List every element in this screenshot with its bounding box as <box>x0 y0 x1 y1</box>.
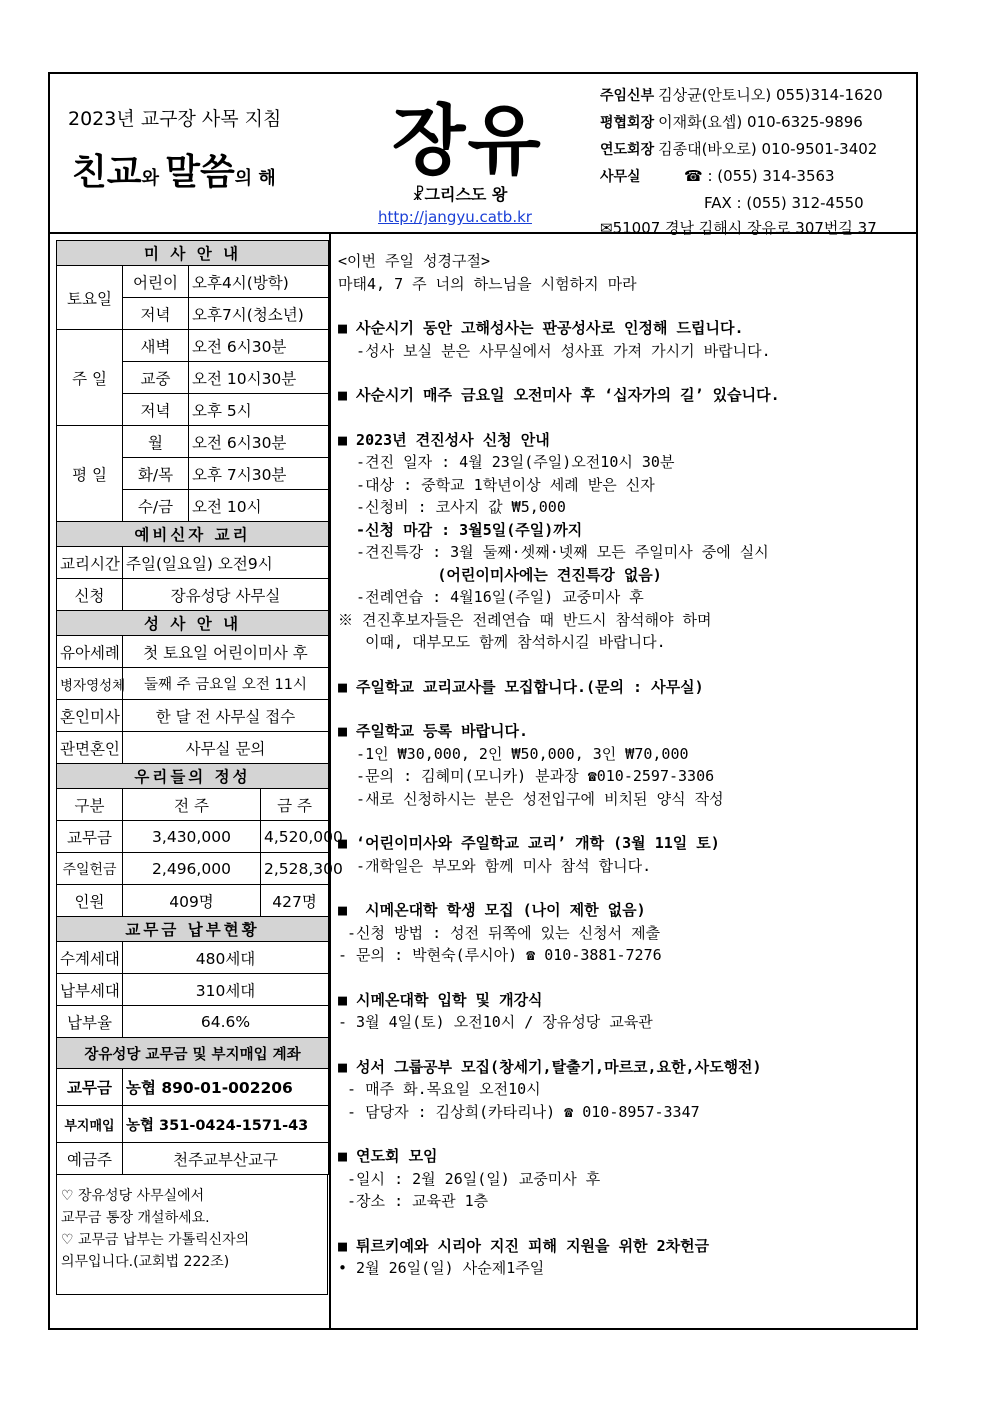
mass-slot: 교중 <box>123 362 189 394</box>
announcement-line: • 2월 26일(일) 사순제1주일 <box>338 1259 545 1277</box>
accounts-heading: 장유성당 교무금 및 부지매입 계좌 <box>57 1038 329 1069</box>
contact-role: 평협회장 <box>600 115 655 131</box>
dues-label: 납부율 <box>57 1006 123 1038</box>
motto-slogan <box>72 144 276 195</box>
announcement-heading: ■ ‘어린이미사와 주일학교 교리’ 개학 (3월 11일 토) <box>338 834 720 852</box>
contact-row <box>600 163 916 190</box>
dues-value: 310세대 <box>123 974 329 1006</box>
motto-line: 2023년 교구장 사목 지침 <box>68 108 282 130</box>
offering-label: 주일헌금 <box>57 853 123 885</box>
info-sidebar <box>56 240 343 1295</box>
account-label: 부지매입 <box>57 1106 123 1143</box>
announcement-line: -1인 ₩30,000, 2인 ₩50,000, 3인 ₩70,000 <box>338 744 689 763</box>
announcement-line: 마태4, 7 주 너의 하느님을 시험하지 마라 <box>338 274 637 293</box>
account-label: 교무금 <box>57 1069 123 1106</box>
mass-time: 오후 5시 <box>189 394 329 426</box>
contact-row <box>600 109 916 136</box>
note-line: 의무입니다.(교회법 222조) <box>61 1254 230 1270</box>
spacer <box>338 1034 914 1056</box>
announcement-line: -개학일은 부모와 함께 미사 참석 합니다. <box>338 856 652 875</box>
bulletin-subtitle: ☧그리스도 왕 <box>412 185 508 204</box>
sacrament-info: 첫 토요일 어린이미사 후 <box>123 636 329 668</box>
announcements <box>338 250 914 1280</box>
announcement-heading: ■ 2023년 견진성사 신청 안내 <box>338 430 550 449</box>
catechumen-apply-value: 장유성당 사무실 <box>123 579 329 611</box>
announcement-line: 이때, 대부모도 함께 참석하시길 바랍니다. <box>338 633 666 651</box>
offering-this-week: 2,528,300 <box>261 853 329 885</box>
announcement-heading: ■ 사순시기 동안 고해성사는 판공성사로 인정해 드립니다. <box>338 319 744 337</box>
dues-value: 480세대 <box>123 942 329 974</box>
contact-text: 김종대(바오로) 010-9501-3402 <box>658 140 878 158</box>
offering-prev-week: 409명 <box>123 885 261 917</box>
dues-heading: 교무금 납부현황 <box>57 917 329 942</box>
mass-time: 오후 7시30분 <box>189 458 329 490</box>
contact-role: 주임신부 <box>600 88 655 104</box>
offering-label: 교무금 <box>57 821 123 853</box>
offering-prev-week: 3,430,000 <box>123 821 261 853</box>
contact-text: 이재화(요셉) 010-6325-9896 <box>658 113 863 131</box>
info-table <box>56 240 343 1175</box>
announcement-heading: ■ 주일학교 등록 바랍니다. <box>338 722 529 740</box>
contact-text: ☎ : (055) 314-3563 <box>684 167 835 185</box>
mass-slot: 수/금 <box>123 490 189 522</box>
announcement-heading: ■ 시메온대학 학생 모집 (나이 제한 없음) <box>338 901 646 919</box>
sacrament-info: 한 달 전 사무실 접수 <box>123 700 329 732</box>
sacrament-info: 둘째 주 금요일 오전 11시 <box>123 668 329 700</box>
offering-prev-week: 2,496,000 <box>123 853 261 885</box>
mass-slot: 저녁 <box>123 394 189 426</box>
announcement-line: - 담당자 : 김상희(카타리나) ☎ 010-8957-3347 <box>338 1102 700 1121</box>
sacrament-name: 병자영성체 <box>57 668 123 700</box>
parish-website-link[interactable]: http://jangyu.catb.kr <box>378 208 532 226</box>
bulletin-frame <box>48 72 918 1330</box>
announcement-line: -대상 : 중학교 1학년이상 세례 받은 신자 <box>338 475 655 494</box>
sacrament-name: 유아세례 <box>57 636 123 668</box>
announcement-heading: -신청 마감 : 3월5일(주일)까지 <box>338 520 583 539</box>
bulletin-title: 장유 <box>392 96 543 185</box>
announcement-heading: ■ 연도회 모임 <box>338 1147 438 1165</box>
dues-label: 수계세대 <box>57 942 123 974</box>
dues-value: 64.6% <box>123 1006 329 1038</box>
dues-note <box>56 1175 328 1295</box>
sacrament-info: 사무실 문의 <box>123 732 329 764</box>
account-holder: 천주교부산교구 <box>123 1143 329 1175</box>
catechumen-time-label: 교리시간 <box>57 547 123 579</box>
parish-address: ✉51007 경남 김해시 장유로 307번길 37 <box>600 219 877 237</box>
announcement-line: -전례연습 : 4월16일(주일) 교중미사 후 <box>338 588 644 606</box>
announcement-heading: ■ 주일학교 교리교사를 모집합니다.(문의 : 사무실) <box>338 677 704 696</box>
offering-label: 인원 <box>57 885 123 917</box>
sacrament-name: 혼인미사 <box>57 700 123 732</box>
offering-this-week: 4,520,000 <box>261 821 329 853</box>
contact-text: 김상균(안토니오) 055)314-1620 <box>658 86 883 104</box>
contact-row <box>600 82 916 109</box>
mass-slot: 월 <box>123 426 189 458</box>
announcement-line: - 매주 화.목요일 오전10시 <box>338 1080 541 1098</box>
mass-group-label: 주 일 <box>57 330 123 426</box>
announcement-line: -새로 신청하시는 분은 성전입구에 비치된 양식 작성 <box>338 789 724 808</box>
catechumen-heading: 예비신자 교리 <box>57 522 329 547</box>
spacer <box>338 654 914 676</box>
contact-role: 사무실 <box>600 169 641 185</box>
note-line: 교무금 통장 개설하세요. <box>61 1210 210 1226</box>
offering-col-header: 전 주 <box>123 789 261 821</box>
motto-particle-2: 의 해 <box>234 168 276 189</box>
spacer <box>338 362 914 384</box>
contact-list <box>600 82 916 238</box>
announcement-line: -일시 : 2월 26일(일) 교중미사 후 <box>338 1169 601 1188</box>
mass-slot: 새벽 <box>123 330 189 362</box>
account-label: 예금주 <box>57 1143 123 1175</box>
announcement-line: -장소 : 교육관 1층 <box>338 1192 489 1210</box>
announcement-line: -견진 일자 : 4월 23일(주일)오전10시 30분 <box>338 453 675 471</box>
announcement-line: -견진특강 : 3월 둘째·셋째·넷째 모든 주일미사 중에 실시 <box>338 543 769 561</box>
note-line: ♡ 장유성당 사무실에서 <box>61 1188 205 1204</box>
mass-slot: 어린이 <box>123 266 189 298</box>
announcement-line: <이번 주일 성경구절> <box>338 252 491 270</box>
spacer <box>338 967 914 989</box>
mass-time: 오전 6시30분 <box>189 426 329 458</box>
announcement-heading: ■ 시메온대학 입학 및 개강식 <box>338 990 543 1009</box>
mass-group-label: 평 일 <box>57 426 123 522</box>
motto-word-2: 말씀 <box>165 151 235 193</box>
spacer <box>338 698 914 720</box>
mass-time: 오전 6시30분 <box>189 330 329 362</box>
announcement-heading: (어린이미사에는 견진특강 없음) <box>338 565 662 584</box>
offering-col-header: 구분 <box>57 789 123 821</box>
mass-heading: 미 사 안 내 <box>57 241 329 266</box>
mass-time: 오후7시(청소년) <box>189 298 329 330</box>
bulletin-header <box>50 74 916 237</box>
mass-slot: 화/목 <box>123 458 189 490</box>
mass-group-label: 토요일 <box>57 266 123 330</box>
column-divider <box>329 234 331 1330</box>
offering-col-header: 금 주 <box>261 789 329 821</box>
offering-this-week: 427명 <box>261 885 329 917</box>
motto-particle-1: 와 <box>141 168 166 189</box>
contact-role: 연도회장 <box>600 142 655 158</box>
sacrament-name: 관면혼인 <box>57 732 123 764</box>
mass-time: 오전 10시 <box>189 490 329 522</box>
account-number: 농협 351-0424-1571-43 <box>123 1106 329 1143</box>
announcement-line: -문의 : 김혜미(모니카) 분과장 ☎010-2597-3306 <box>338 767 715 785</box>
spacer <box>338 877 914 899</box>
announcement-heading: ■ 튀르키예와 시리아 지진 피해 지원을 위한 2차헌금 <box>338 1236 710 1255</box>
motto-word-1: 친교 <box>72 151 142 193</box>
dues-label: 납부세대 <box>57 974 123 1006</box>
spacer <box>338 810 914 832</box>
spacer <box>338 407 914 429</box>
note-line: ♡ 교무금 납부는 가톨릭신자의 <box>61 1232 250 1248</box>
announcement-line: -신청 방법 : 성전 뒤쪽에 있는 신청서 제출 <box>338 923 661 942</box>
spacer <box>338 295 914 317</box>
mass-time: 오전 10시30분 <box>189 362 329 394</box>
mass-time: 오후4시(방학) <box>189 266 329 298</box>
offering-heading: 우리들의 정성 <box>57 764 329 789</box>
catechumen-time-value: 주일(일요일) 오전9시 <box>123 547 329 579</box>
announcement-line: - 3월 4일(토) 오전10시 / 장유성당 교육관 <box>338 1013 653 1031</box>
contact-row <box>600 190 916 217</box>
announcement-line: -신청비 : 코사지 값 ₩5,000 <box>338 498 566 516</box>
announcement-heading: ■ 성서 그룹공부 모집(창세기,탈출기,마르코,요한,사도행전) <box>338 1057 762 1076</box>
contact-row <box>600 136 916 163</box>
mass-slot: 저녁 <box>123 298 189 330</box>
announcement-line: - 문의 : 박현숙(루시아) ☎ 010-3881-7276 <box>338 946 662 964</box>
announcement-heading: ■ 사순시기 매주 금요일 오전미사 후 ‘십자가의 길’ 있습니다. <box>338 386 780 404</box>
spacer <box>338 1213 914 1235</box>
announcement-line: -성사 보실 분은 사무실에서 성사표 가져 가시기 바랍니다. <box>338 341 771 360</box>
catechumen-apply-label: 신청 <box>57 579 123 611</box>
spacer <box>338 1123 914 1145</box>
announcement-line: ※ 견진후보자들은 전례연습 때 반드시 참석해야 하며 <box>338 610 712 629</box>
contact-text: FAX : (055) 312-4550 <box>704 194 864 212</box>
account-number: 농협 890-01-002206 <box>123 1069 329 1106</box>
sacrament-heading: 성 사 안 내 <box>57 611 329 636</box>
